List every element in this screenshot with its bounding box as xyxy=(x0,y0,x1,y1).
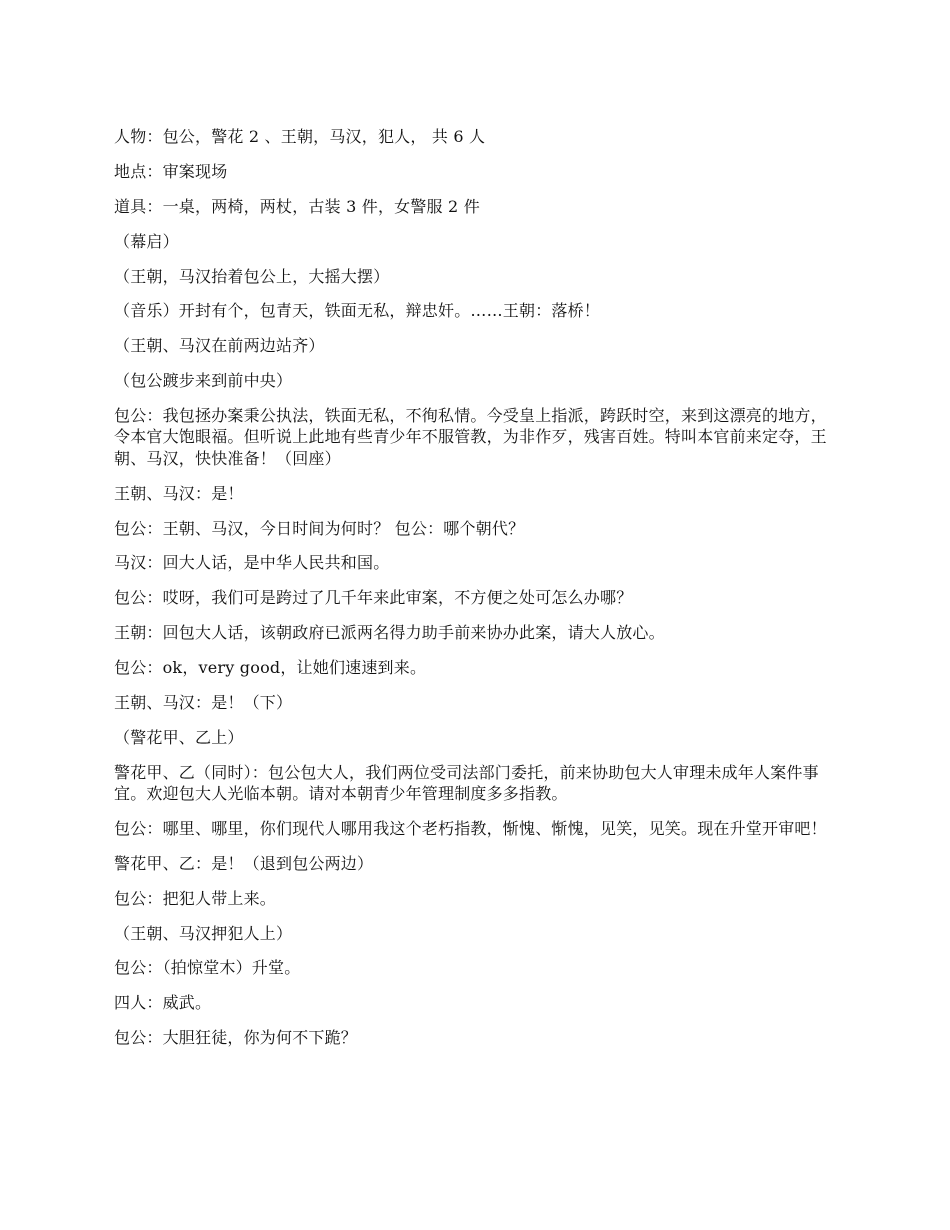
dialogue-line: 包公：王朝、马汉，今日时间为何时？ 包公：哪个朝代？ xyxy=(114,518,525,538)
stage-direction: （王朝、马汉在前两边站齐） xyxy=(114,336,325,356)
dialogue-line: 王朝：回包大人话，该朝政府已派两名得力助手前来协办此案，请大人放心。 xyxy=(114,623,665,643)
dialogue-line: 包公：（拍惊堂木）升堂。 xyxy=(114,958,301,978)
dialogue-line: 王朝、马汉：是！（下） xyxy=(114,692,293,712)
dialogue-line: 警花甲、乙（同时）：包公包大人，我们两位受司法部门委托，前来协助包大人审理未成年人案件事宜。欢迎包大人光临本朝。请对本朝青少年管理制度多多指教。 xyxy=(114,762,819,804)
dialogue-line: 包公：ok，very good，让她们速速到来。 xyxy=(114,658,427,678)
dialogue-line: 四人：威武。 xyxy=(114,993,212,1013)
dialogue-line: 马汉：回大人话，是中华人民共和国。 xyxy=(114,553,390,573)
stage-direction: （王朝，马汉抬着包公上，大摇大摆） xyxy=(114,266,390,286)
stage-direction: （幕启） xyxy=(114,231,179,251)
dialogue-line: 包公：哎呀，我们可是跨过了几千年来此审案，不方便之处可怎么办哪？ xyxy=(114,588,633,608)
dialogue-line: 包公：哪里、哪里，你们现代人哪用我这个老朽指教，惭愧、惭愧，见笑，见笑。现在升堂开审吧！ xyxy=(114,818,827,838)
dialogue-line: 包公：大胆狂徒，你为何不下跪？ xyxy=(114,1028,358,1048)
location-line: 地点：审案现场 xyxy=(114,161,228,181)
props-line: 道具：一桌，两椅，两杖，古装 3 件，女警服 2 件 xyxy=(114,196,480,216)
dialogue-line: 包公：把犯人带上来。 xyxy=(114,888,277,908)
stage-direction: （警花甲、乙上） xyxy=(114,727,244,747)
stage-direction: （王朝、马汉押犯人上） xyxy=(114,923,293,943)
dialogue-line: 警花甲、乙：是！（退到包公两边） xyxy=(114,853,374,873)
stage-direction: （包公踱步来到前中央） xyxy=(114,371,293,391)
cast-line: 人物：包公，警花 2 、王朝，马汉，犯人， 共 6 人 xyxy=(114,127,486,146)
script-body xyxy=(114,126,842,1062)
dialogue-line: 包公：我包拯办案秉公执法，铁面无私，不徇私情。今受皇上指派，跨跃时空，来到这漂亮的地方，令本官大饱眼福。但听说上此地有些青少年不服管教，为非作歹，残害百姓。特叫本官前来定夺，王朝、马汉，快快准备！（回座） xyxy=(114,406,827,468)
dialogue-line: 王朝、马汉：是！ xyxy=(114,483,244,503)
music-line: （音乐）开封有个，包青天，铁面无私，辩忠奸。……王朝：落桥！ xyxy=(114,301,601,321)
